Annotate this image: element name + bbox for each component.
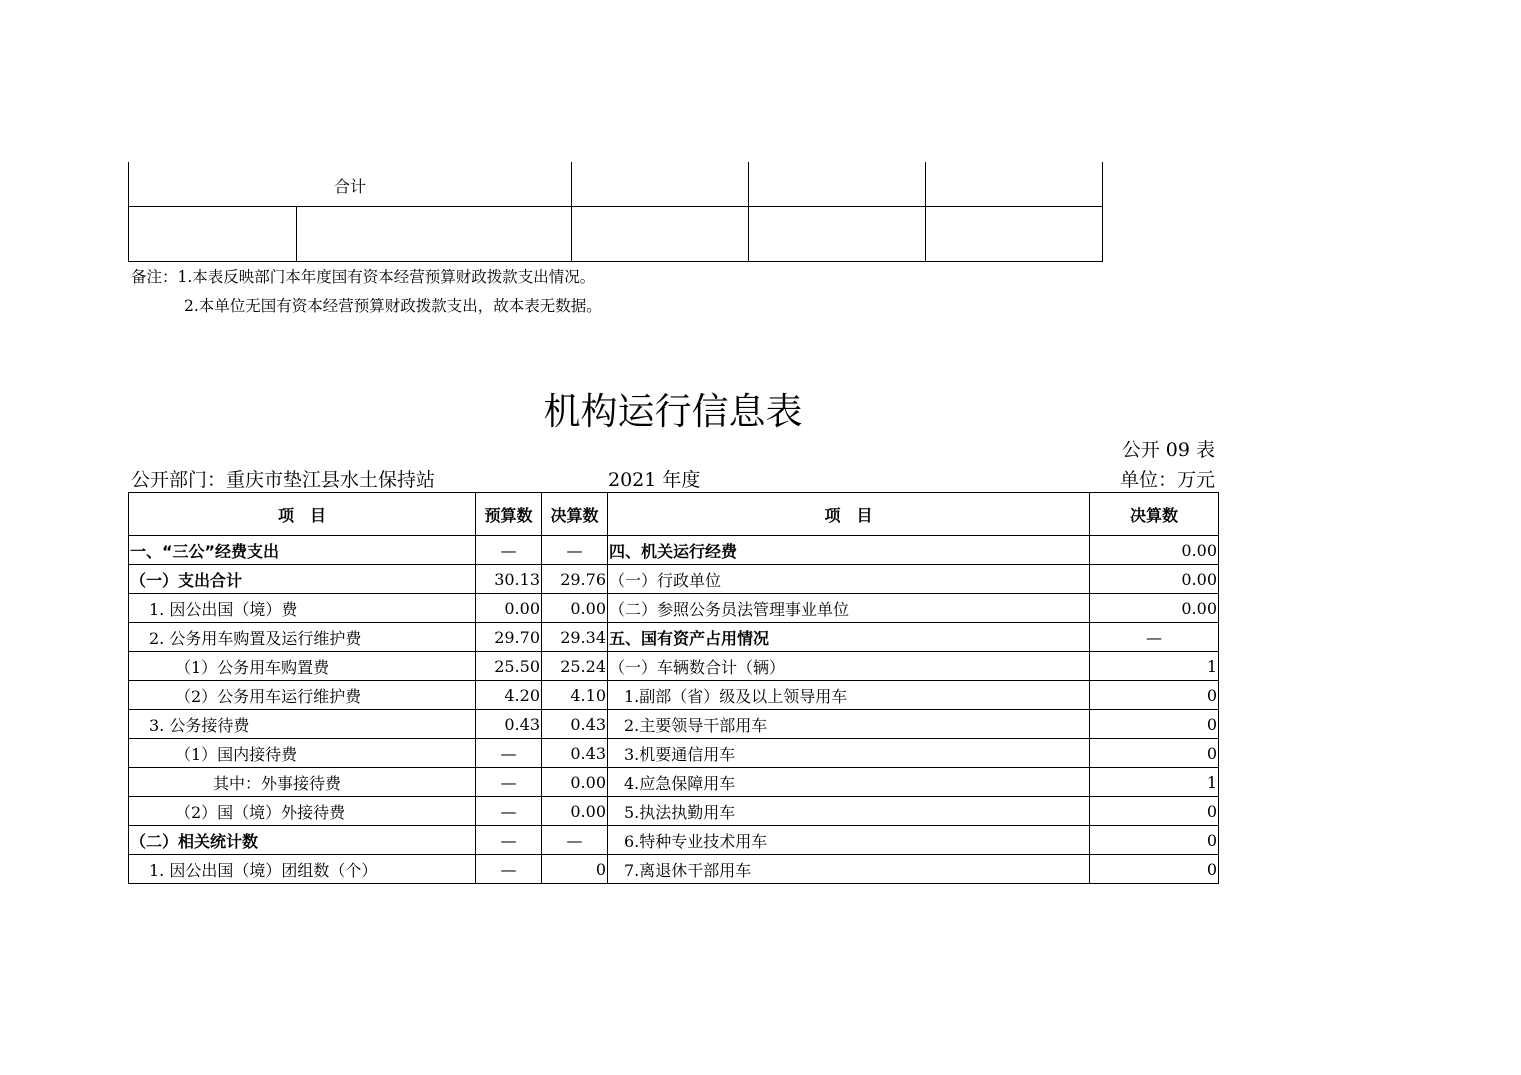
unit-label: 单位：万元	[1119, 469, 1215, 491]
table-row	[129, 536, 1219, 565]
row-budget: 29.70	[476, 623, 542, 652]
row-item: 1. 因公出国（境）费	[129, 594, 476, 623]
row-budget: —	[476, 739, 542, 768]
table-note-2: 2.本单位无国有资本经营预算财政拨款支出，故本表无数据。	[184, 297, 602, 315]
row-right-value: 0	[1090, 739, 1219, 768]
row-right-value: 0	[1090, 681, 1219, 710]
report-title: 机构运行信息表	[543, 390, 803, 433]
row-final: 4.10	[542, 681, 608, 710]
table-row	[129, 739, 1219, 768]
empty-cell	[297, 207, 572, 262]
row-final: 0.43	[542, 710, 608, 739]
table-note-1: 备注：1.本表反映部门本年度国有资本经营预算财政拨款支出情况。	[131, 268, 596, 286]
row-right-item: 4.应急保障用车	[608, 768, 1090, 797]
row-right-value: 1	[1090, 652, 1219, 681]
row-budget: 0.43	[476, 710, 542, 739]
row-item: （2）公务用车运行维护费	[129, 681, 476, 710]
row-budget: 25.50	[476, 652, 542, 681]
row-right-item: 7.离退休干部用车	[608, 855, 1090, 884]
empty-cell	[572, 162, 749, 207]
row-final: —	[542, 536, 608, 565]
table-header-row	[129, 493, 1219, 536]
table-row	[129, 826, 1219, 855]
row-item: 1. 因公出国（境）团组数（个）	[129, 855, 476, 884]
row-final: 0.00	[542, 594, 608, 623]
row-final: —	[542, 826, 608, 855]
row-budget: 4.20	[476, 681, 542, 710]
row-budget: —	[476, 797, 542, 826]
row-right-item: （二）参照公务员法管理事业单位	[608, 594, 1090, 623]
row-right-item: （一）车辆数合计（辆）	[608, 652, 1090, 681]
row-right-value: 0	[1090, 710, 1219, 739]
row-final: 0.43	[542, 739, 608, 768]
row-budget: —	[476, 768, 542, 797]
table-row	[129, 565, 1219, 594]
row-right-value: 0.00	[1090, 565, 1219, 594]
table-row	[129, 652, 1219, 681]
row-right-item: （一）行政单位	[608, 565, 1090, 594]
table-number: 公开 09 表	[1121, 439, 1215, 461]
empty-cell	[572, 207, 749, 262]
row-right-item: 2.主要领导干部用车	[608, 710, 1090, 739]
row-right-value: 0	[1090, 855, 1219, 884]
table-row	[129, 681, 1219, 710]
empty-cell	[926, 207, 1103, 262]
row-budget: 0.00	[476, 594, 542, 623]
row-right-value: —	[1090, 623, 1219, 652]
row-right-value: 0.00	[1090, 594, 1219, 623]
department-label: 公开部门：重庆市垫江县水土保持站	[131, 469, 436, 491]
report-year: 2021 年度	[608, 469, 701, 491]
row-final: 0	[542, 855, 608, 884]
row-budget: —	[476, 536, 542, 565]
previous-table	[128, 162, 1103, 262]
row-item: 其中：外事接待费	[129, 768, 476, 797]
row-budget: —	[476, 855, 542, 884]
empty-cell	[749, 162, 926, 207]
row-budget: 30.13	[476, 565, 542, 594]
header-item-left: 项 目	[129, 493, 476, 536]
row-final: 0.00	[542, 797, 608, 826]
row-final: 29.34	[542, 623, 608, 652]
row-right-item: 四、机关运行经费	[608, 536, 1090, 565]
header-budget: 预算数	[476, 493, 542, 536]
row-right-value: 1	[1090, 768, 1219, 797]
row-item: （1）公务用车购置费	[129, 652, 476, 681]
header-item-right: 项 目	[608, 493, 1090, 536]
row-item: （2）国（境）外接待费	[129, 797, 476, 826]
row-right-item: 5.执法执勤用车	[608, 797, 1090, 826]
row-item: （一）支出合计	[129, 565, 476, 594]
total-label: 合计	[129, 162, 572, 207]
row-item: 3. 公务接待费	[129, 710, 476, 739]
table-row	[129, 710, 1219, 739]
row-right-item: 五、国有资产占用情况	[608, 623, 1090, 652]
row-item: 2. 公务用车购置及运行维护费	[129, 623, 476, 652]
row-budget: —	[476, 826, 542, 855]
row-item: （1）国内接待费	[129, 739, 476, 768]
row-item: （二）相关统计数	[129, 826, 476, 855]
table-row	[129, 594, 1219, 623]
table-row	[129, 797, 1219, 826]
table-row	[129, 623, 1219, 652]
row-right-value: 0	[1090, 826, 1219, 855]
empty-cell	[926, 162, 1103, 207]
row-final: 25.24	[542, 652, 608, 681]
row-right-item: 1.副部（省）级及以上领导用车	[608, 681, 1090, 710]
row-right-value: 0.00	[1090, 536, 1219, 565]
row-right-item: 6.特种专业技术用车	[608, 826, 1090, 855]
row-right-item: 3.机要通信用车	[608, 739, 1090, 768]
row-final: 29.76	[542, 565, 608, 594]
empty-cell	[749, 207, 926, 262]
row-right-value: 0	[1090, 797, 1219, 826]
table-row	[129, 768, 1219, 797]
table-row	[129, 855, 1219, 884]
row-final: 0.00	[542, 768, 608, 797]
empty-cell	[129, 207, 297, 262]
institution-operation-table	[128, 492, 1219, 884]
row-item: 一、“三公”经费支出	[129, 536, 476, 565]
header-final-right: 决算数	[1090, 493, 1219, 536]
header-final-left: 决算数	[542, 493, 608, 536]
